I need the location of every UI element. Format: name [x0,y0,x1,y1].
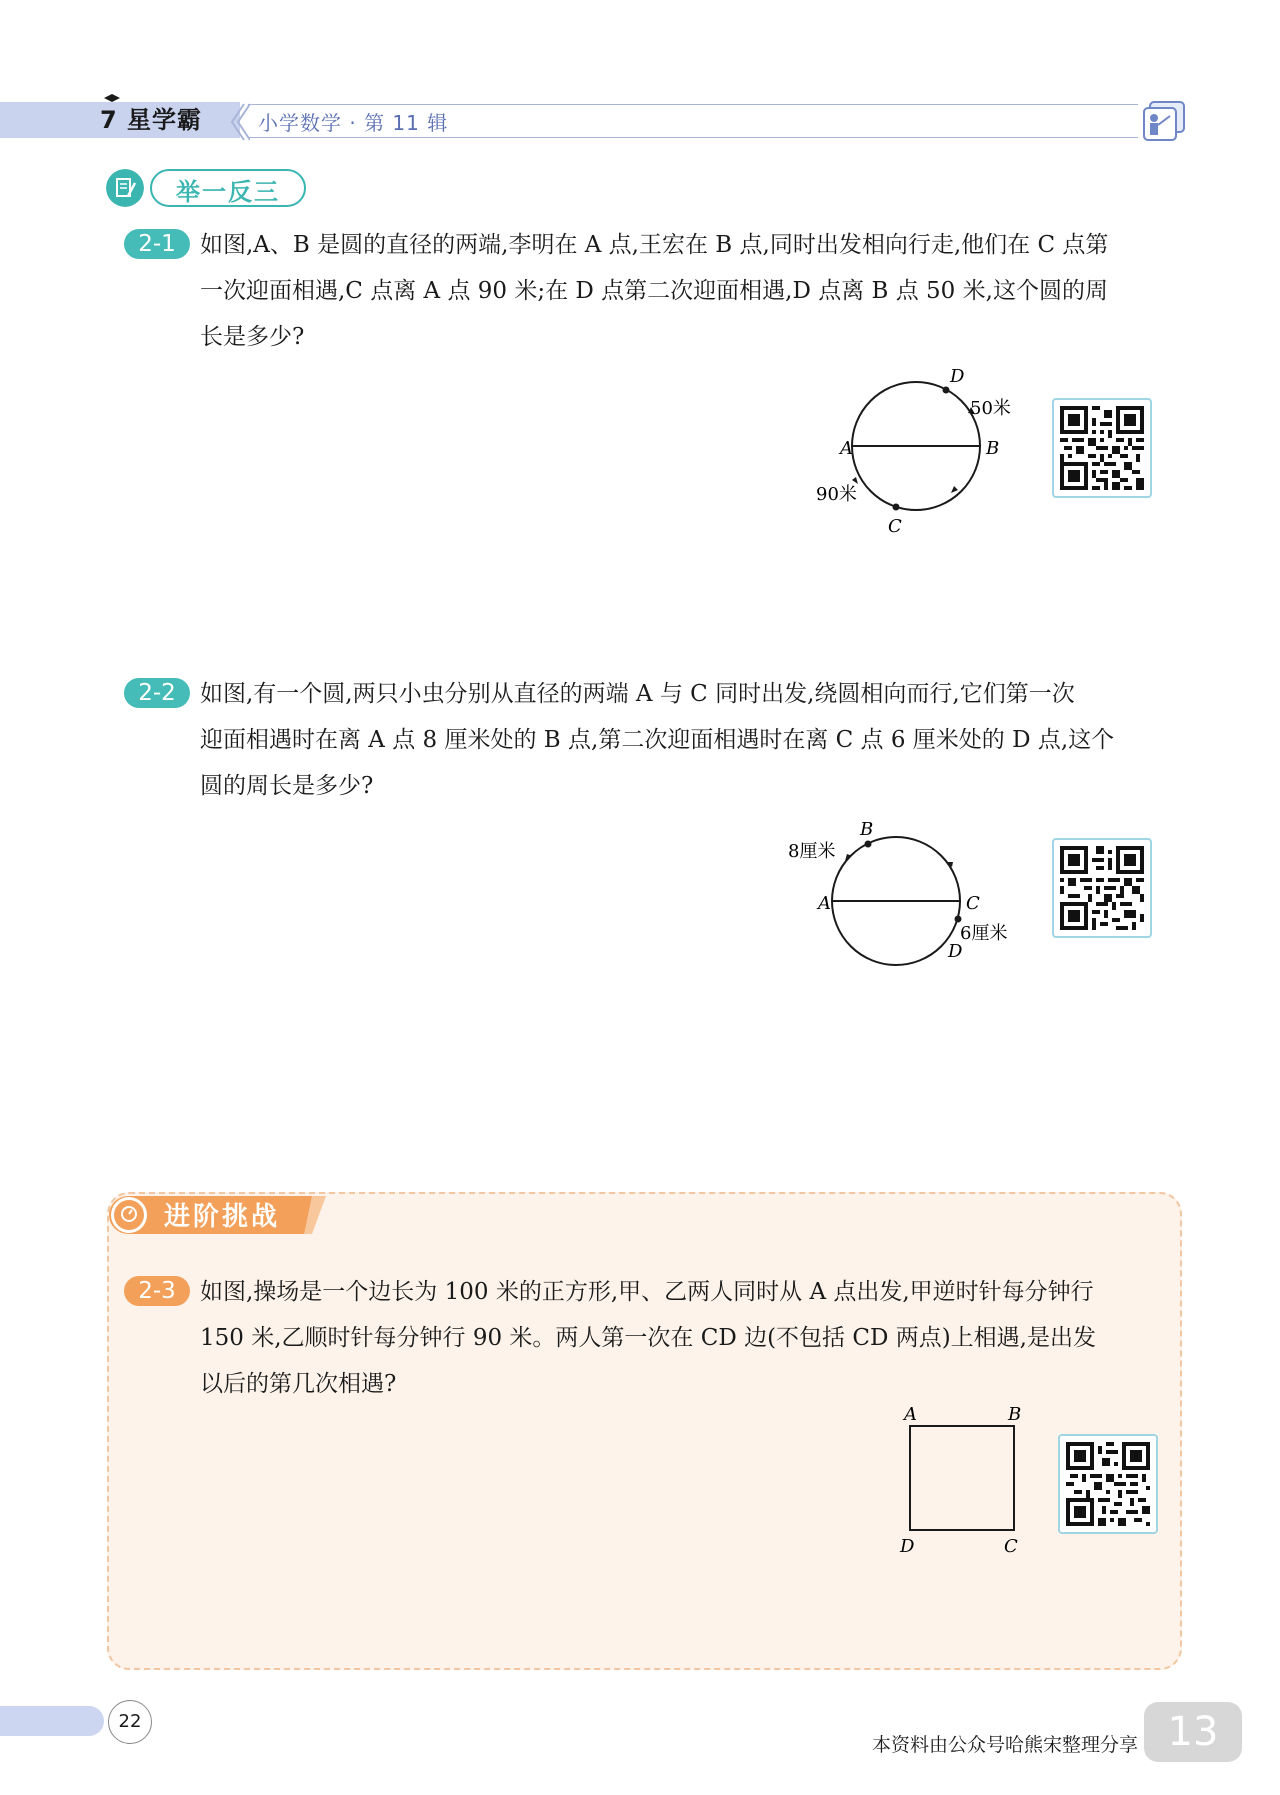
qr-code-2-3[interactable] [1058,1434,1158,1534]
text-line: 迎面相遇时在离 A 点 8 厘米处的 B 点,第二次迎面相遇时在离 C 点 6 厘米处的 D 点,这个 [200,727,1115,753]
chevron-left-icon [228,102,250,142]
point-C-label: C [966,893,980,914]
text-line: 如图,有一个圆,两只小虫分别从直径的两端 A 与 C 同时出发,绕圆相向而行,它们第一次 [200,681,1075,707]
text-line: 一次迎面相遇,C 点离 A 点 90 米;在 D 点第二次迎面相遇,D 点离 B 点 50 米,这个圆的周 [200,278,1108,304]
footer-band [0,1706,104,1736]
point-B-label: B [860,819,874,840]
point-C-label: C [888,516,902,537]
problem-number-badge: 2-1 [124,229,190,259]
point-D-label: D [900,1536,915,1557]
point-B-label: B [1008,1406,1022,1425]
circle-diagram-2-2 [770,815,1030,995]
problem-number-badge: 2-2 [124,678,190,708]
brand-title: 7 星学霸 [100,106,203,134]
problem-2-3-text [200,1269,1190,1407]
text-line: 以后的第几次相遇? [200,1371,397,1397]
page-counter-badge: 13 [1144,1702,1242,1762]
text-line: 如图,操场是一个边长为 100 米的正方形,甲、乙两人同时从 A 点出发,甲逆时针每分钟行 [200,1279,1094,1305]
text-line: 圆的周长是多少? [200,773,374,799]
point-A-label: A [840,438,853,459]
point-D-label: D [950,366,965,387]
qr-code-2-2[interactable] [1052,838,1152,938]
problem-2-2-text [200,671,1190,809]
header-subtitle: 小学数学 · 第 11 辑 [258,111,449,135]
text-line: 如图,A、B 是圆的直径的两端,李明在 A 点,王宏在 B 点,同时出发相向行走,他们在 C 点第 [200,232,1109,258]
point-C-label: C [1004,1536,1018,1557]
teacher-board-icon [1142,100,1186,142]
square-diagram-2-3 [890,1406,1050,1566]
distance-label-8cm: 8厘米 [788,841,836,862]
point-A-label: A [818,893,831,914]
problem-2-1-text [200,222,1190,360]
distance-label-90m: 90米 [816,484,857,505]
distance-label-6cm: 6厘米 [960,923,1008,944]
notebook-pen-icon [106,169,144,207]
point-B-label: B [986,438,1000,459]
distance-label-50m: 50米 [970,398,1011,419]
advanced-title: 进阶挑战 [164,1202,281,1232]
source-note: 本资料由公众号哈熊宋整理分享 [872,1734,1139,1756]
point-A-label: A [904,1406,917,1425]
problem-number-badge: 2-3 [124,1276,190,1306]
circle-diagram-2-1 [800,360,1040,540]
text-line: 长是多少? [200,324,305,350]
page-number: 22 [108,1700,152,1744]
section-title: 举一反三 [176,178,280,206]
text-line: 150 米,乙顺时针每分钟行 90 米。两人第一次在 CD 边(不包括 CD 两点)上相遇,是出发 [200,1325,1096,1351]
point-D-label: D [948,941,963,962]
qr-code-2-1[interactable] [1052,398,1152,498]
